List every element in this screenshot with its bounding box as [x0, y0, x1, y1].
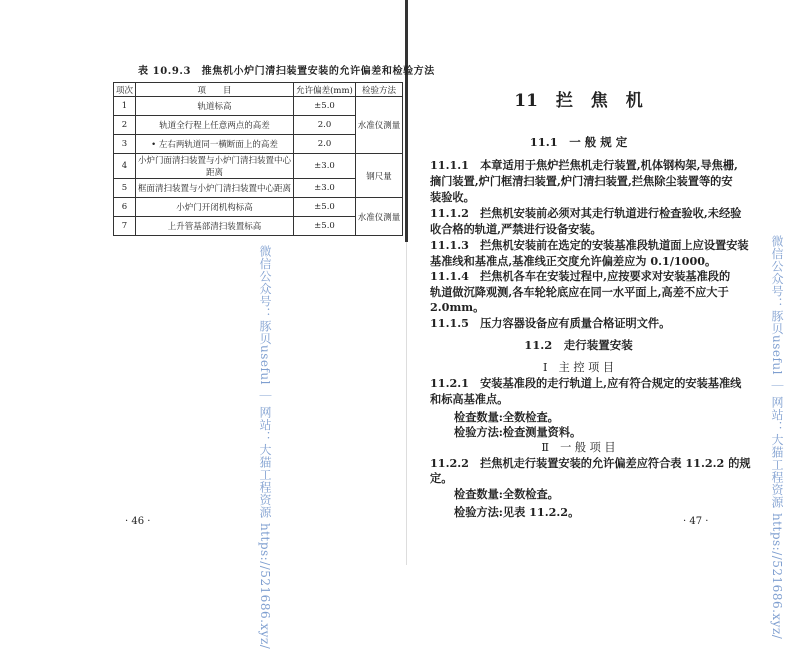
table-header-row: [114, 83, 403, 97]
text-line: 基准线和基准点,基准线正交度允许偏差应为 0.1/1000。: [430, 254, 717, 268]
text-line: 11.2.2 拦焦机走行装置安装的允许偏差应符合表 11.2.2 的规: [430, 456, 751, 470]
text-line: 定。: [430, 471, 453, 485]
subsection-heading: Ⅱ 一 般 项 目: [541, 441, 616, 454]
table-row: [114, 97, 403, 116]
text-line: 检验方法:见表 11.2.2。: [454, 505, 580, 519]
text-line: 检查数量:全数检查。: [454, 410, 559, 424]
subsection-heading: Ⅰ 主 控 项 目: [542, 361, 615, 374]
page-number-left: · 46 ·: [125, 516, 151, 527]
row-tolerance: ±3.0: [294, 154, 356, 179]
page-gutter: [406, 242, 407, 565]
row-no: 3: [114, 135, 136, 154]
text-line: 装验收。: [430, 190, 475, 204]
row-item: 轨道全行程上任意两点的高差: [136, 116, 294, 135]
tolerance-table: [113, 82, 403, 236]
row-tolerance: ±5.0: [294, 198, 356, 217]
text-line: 11.1.1 本章适用于焦炉拦焦机走行装置,机体钢构架,导焦栅,: [430, 158, 738, 172]
table-row: [114, 154, 403, 179]
table-row: [114, 198, 403, 217]
page-fold: [405, 0, 408, 242]
text-line: 检查数量:全数检查。: [454, 487, 559, 501]
text-line: 和标高基准点。: [430, 392, 509, 406]
text-line: 11.2.1 安装基准段的走行轨道上,应有符合规定的安装基准线: [430, 376, 742, 390]
section-heading: 11.1 一 般 规 定: [529, 135, 628, 149]
text-line: 11.1.4 拦焦机各车在安装过程中,应按要求对安装基准段的: [430, 269, 731, 283]
chapter-title: 11 拦 焦 机: [514, 91, 643, 111]
text-line: 11.1.3 拦焦机安装前在选定的安装基准段轨道面上应设置安装: [430, 238, 749, 252]
row-no: 5: [114, 179, 136, 198]
row-method: 水准仪测量: [356, 97, 403, 154]
text-line: 11.1.5 压力容器设备应有质量合格证明文件。: [430, 316, 671, 330]
row-no: 7: [114, 217, 136, 236]
section-heading: 11.2 走行装置安装: [524, 338, 633, 352]
row-item: 框面清扫装置与小炉门清扫装置中心距离: [136, 179, 294, 198]
row-no: 1: [114, 97, 136, 116]
row-no: 6: [114, 198, 136, 217]
row-no: 4: [114, 154, 136, 179]
row-tolerance: ±3.0: [294, 179, 356, 198]
row-item: 小炉门面清扫装置与小炉门清扫装置中心距离: [136, 154, 294, 179]
row-item: 上升管基部清扫装置标高: [136, 217, 294, 236]
row-item: • 左右两轨道同一横断面上的高差: [136, 135, 294, 154]
watermark-right: 微信公众号：豚贝useful ｜ 网站：大猫工程资源 https://521686.xyz/: [770, 235, 784, 640]
row-tolerance: ±5.0: [294, 97, 356, 116]
row-tolerance: ±5.0: [294, 217, 356, 236]
row-tolerance: 2.0: [294, 116, 356, 135]
header-cell: 项 目: [136, 83, 294, 97]
row-method: 钢尺量: [356, 154, 403, 198]
header-cell: 检验方法: [356, 83, 403, 97]
row-item: 小炉门开闭机构标高: [136, 198, 294, 217]
row-item: 轨道标高: [136, 97, 294, 116]
text-line: 轨道做沉降观测,各车轮轮底应在同一水平面上,高差不应大于: [430, 285, 729, 299]
header-cell: 允许偏差(mm): [294, 83, 356, 97]
row-tolerance: 2.0: [294, 135, 356, 154]
header-cell: 项次: [114, 83, 136, 97]
table-title: 表 10.9.3 推焦机小炉门清扫装置安装的允许偏差和检验方法: [138, 66, 435, 77]
text-line: 收合格的轨道,严禁进行设备安装。: [430, 222, 602, 236]
text-line: 11.1.2 拦焦机安装前必须对其走行轨道进行检查验收,未经验: [430, 206, 742, 220]
watermark-left: 微信公众号：豚贝useful ｜ 网站：大猫工程资源 https://521686.xyz/: [258, 245, 272, 649]
text-line: 检验方法:检查测量资料。: [454, 425, 582, 439]
text-line: 2.0mm。: [430, 300, 485, 314]
row-no: 2: [114, 116, 136, 135]
page-number-right: · 47 ·: [683, 516, 709, 527]
row-method: 水准仪测量: [356, 198, 403, 236]
text-line: 摘门装置,炉门框清扫装置,炉门清扫装置,拦焦除尘装置等的安: [430, 174, 733, 188]
